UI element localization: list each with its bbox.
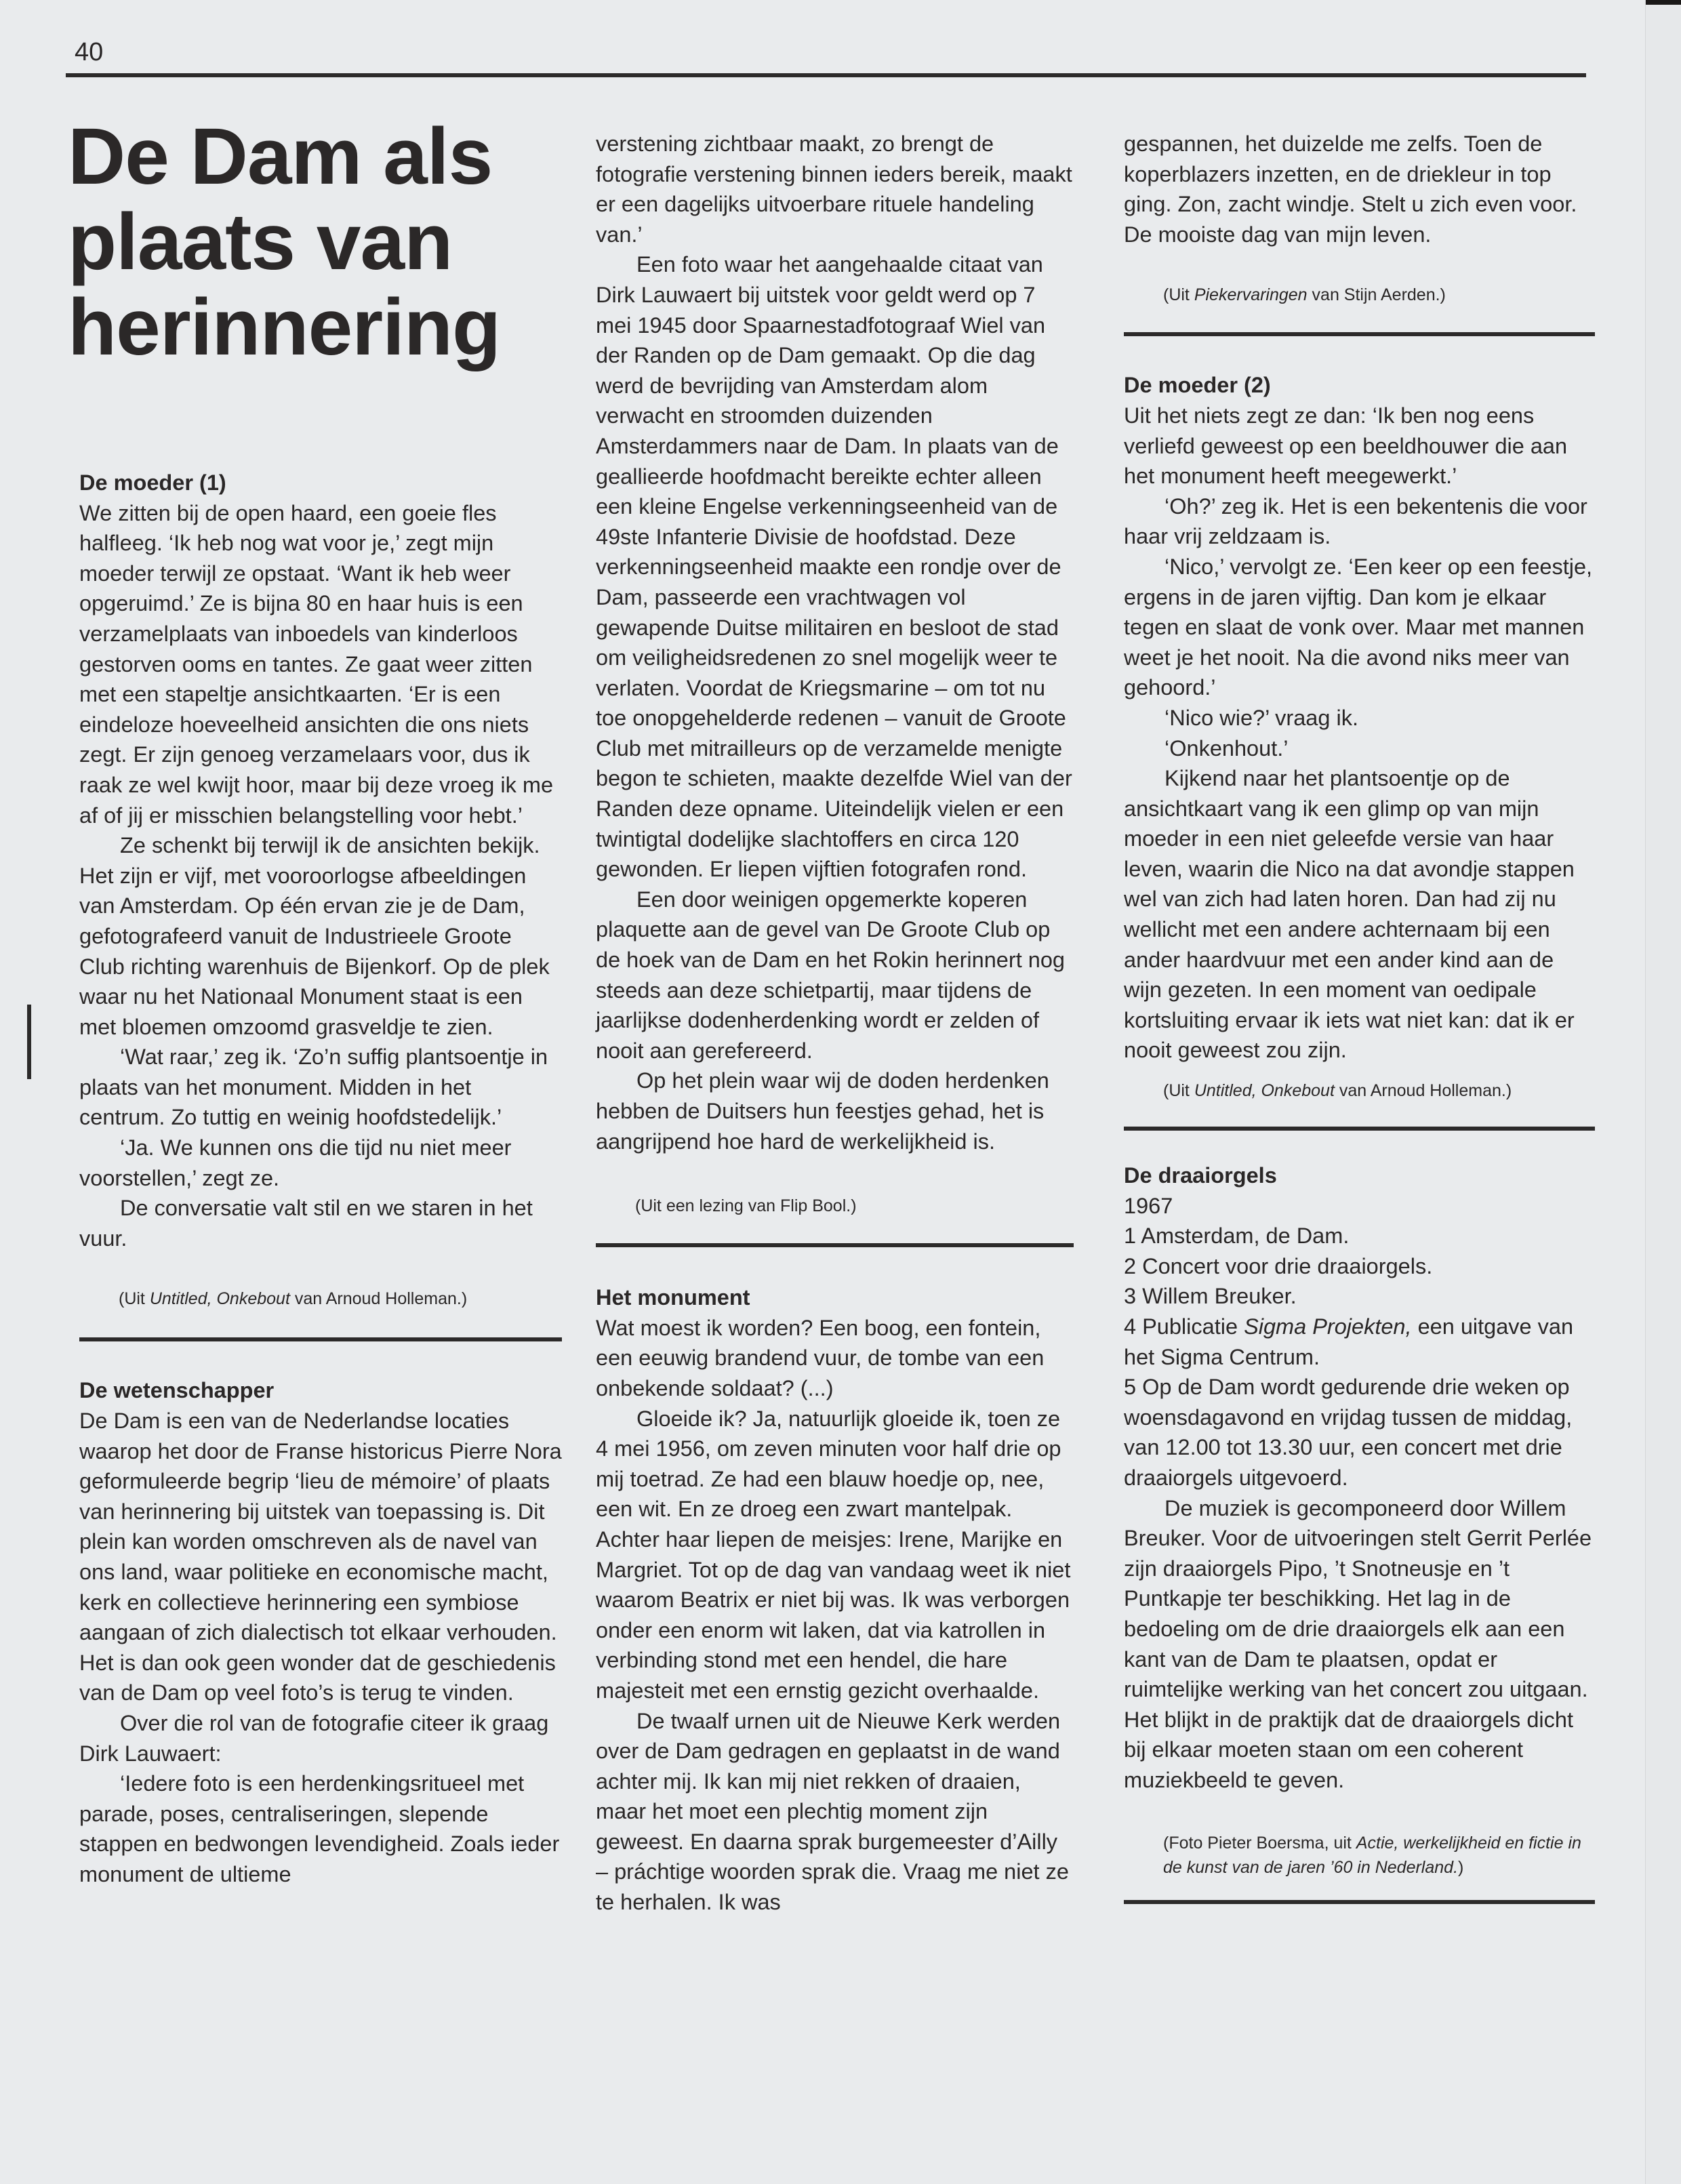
- section-de-moeder-2: [1124, 370, 1595, 1131]
- paragraph: Wat moest ik worden? Een boog, een fontein, een eeuwig brandend vuur, de tombe van een onbekende soldaat? (...): [596, 1315, 1045, 1400]
- paragraph: Gloeide ik? Ja, natuurlijk gloeide ik, toen ze 4 mei 1956, om zeven minuten voor half drie op mij toetrad. Ze had een blauw hoedje op, nee, een wit. En ze droeg een zwart mantelpak. Achter haar liepen de meisjes: Irene, Marijke en Margriet. Tot op de dag van vandaag weet ik niet waarom Beatrix er niet bij was. Ik was verborgen onder een enorm wit laken, dat via katrollen in verbinding stond met een hendel, die hare majesteit met een ernstig gezicht overhaalde.: [596, 1406, 1071, 1703]
- list-item-text: 4 Publicatie: [1124, 1314, 1244, 1339]
- paragraph: De muziek is gecomponeerd door Willem Breuker. Voor de uitvoeringen stelt Gerrit Perlée zijn draaiorgels Pipo, ’t Snotneusje en ’t Puntkapje ter beschikking. Het lag in de bedoeling om de drie draaiorgels elk aan een kant van de Dam te plaatsen, opdat er ruimtelijke werking van het concert zou uitgaan. Het blijkt in de praktijk dat de draaiorgels dicht bij elkaar moeten staan om een coherent muziekbeeld te geven.: [1124, 1495, 1592, 1792]
- paragraph: ‘Nico wie?’ vraag ik.: [1164, 705, 1358, 730]
- paragraph: gespannen, het duizelde me zelfs. Toen de koperblazers inzetten, en de driekleur in top ging. Zon, zacht windje. Stelt u zich even voor. De mooiste dag van mijn leven.: [1124, 132, 1577, 247]
- list-item: 2 Concert voor drie draaiorgels.: [1124, 1253, 1433, 1278]
- source-title: Actie, werkelijkheid en fictie in de kunst van de jaren ’60 in Nederland.: [1163, 1833, 1581, 1877]
- section-het-monument: [596, 1282, 1074, 1917]
- paragraph: Ze schenkt bij terwijl ik de ansichten bekijk. Het zijn er vijf, met vooroorlogse afbeeldingen van Amsterdam. Op één ervan zie je de Dam, gefotografeerd vanuit de Industrieele Groote Club richting warenhuis de Bijenkorf. Op de plek waar nu het Nationaal Monument staat is een met bloemen omzoomd grasveldje te zien.: [79, 833, 550, 1039]
- source-prefix: (Uit: [1163, 1081, 1194, 1101]
- section-heading: Het monument: [596, 1285, 750, 1310]
- paragraph: Kijkend naar het plantsoentje op de ansichtkaart vang ik een glimp op van mijn moeder in een niet geleefde versie van haar leven, waarin die Nico na dat avondje stappen wel van zich had laten horen. Dan had zij nu wellicht met een andere achternaam bij een ander haardvuur met een ander kind aan de wijn gezeten. In een moment van oedipale kortsluiting ervaar ik iets wat niet kan: dat ik er nooit geweest zou zijn.: [1124, 766, 1575, 1063]
- paragraph: ‘Onkenhout.’: [1164, 735, 1289, 761]
- column-right: [1124, 129, 1595, 1904]
- section-divider: [1124, 1900, 1595, 1904]
- quote-paragraph: ‘Iedere foto is een herdenkingsritueel met parade, poses, centraliseringen, slepende stappen en bedwongen levendigheid. Zoals ieder monument de ultieme: [79, 1771, 560, 1886]
- list-item: 1 Amsterdam, de Dam.: [1124, 1224, 1350, 1249]
- paragraph: De twaalf urnen uit de Nieuwe Kerk werden over de Dam gedragen en geplaatst in de wand achter mij. Ik kan mij niet rekken of draaien, maar het moet een plechtig moment zijn geweest. En daarna sprak burgemeester d’Ailly – práchtige woorden sprak die. Vraag me niet ze te herhalen. Ik was: [596, 1708, 1069, 1915]
- source-prefix: (Uit een lezing van Flip Bool.): [635, 1196, 857, 1216]
- section-divider: [1124, 332, 1595, 336]
- source-credit: [596, 1194, 1074, 1217]
- source-credit: [1124, 1079, 1595, 1102]
- section-heading: De moeder (1): [79, 470, 226, 495]
- section-heading: De draaiorgels: [1124, 1163, 1277, 1188]
- source-title: Untitled, Onkebout: [1194, 1081, 1335, 1101]
- title-line: herinnering: [68, 283, 501, 372]
- paragraph: ‘Nico,’ vervolgt ze. ‘Een keer op een feestje, ergens in de jaren vijftig. Dan kom je elkaar tegen en slaat de vonk over. Maar met mannen weet je het nooit. Na die avond niks meer van gehoord.’: [1124, 554, 1593, 700]
- section-de-wetenschapper: [79, 1375, 562, 1889]
- source-credit: [1124, 283, 1595, 306]
- paragraph: ‘Wat raar,’ zeg ik. ‘Zo’n suffig plantsoentje in plaats van het monument. Midden in het centrum. Zo tuttig en weinig hoofdstedelijk.’: [79, 1045, 548, 1130]
- source-title: Untitled, Onkebout: [149, 1289, 290, 1309]
- section-divider: [596, 1243, 1074, 1247]
- title-line: plaats van: [68, 197, 453, 287]
- paragraph: Over die rol van de fotografie citeer ik graag Dirk Lauwaert:: [79, 1710, 549, 1766]
- section-de-moeder-1: [79, 468, 562, 1341]
- column-middle: [596, 129, 1074, 1918]
- section-continuation: [596, 129, 1074, 1247]
- section-heading: De moeder (2): [1124, 373, 1271, 398]
- list-item: 5 Op de Dam wordt gedurende drie weken op woensdagavond en vrijdag tussen de middag, van 12.00 tot 13.30 uur, een concert met drie draaiorgels uitgevoerd.: [1124, 1375, 1573, 1490]
- section-divider: [79, 1337, 562, 1341]
- source-suffix: van Stijn Aerden.): [1307, 285, 1446, 305]
- column-left: [79, 468, 562, 1890]
- source-suffix: van Arnoud Holleman.): [289, 1289, 468, 1309]
- year: 1967: [1124, 1193, 1173, 1218]
- section-continuation: [1124, 129, 1595, 336]
- paragraph: verstening zichtbaar maakt, zo brengt de fotografie verstening binnen ieders bereik, maakt er een dagelijks uitvoerbare rituele handeling van.’: [596, 132, 1072, 247]
- paragraph: Een door weinigen opgemerkte koperen plaquette aan de gevel van De Groote Club op de hoek van de Dam en het Rokin herinnert nog steeds aan deze schietpartij, maar tijdens de jaarlijkse dodenherdenking wordt er zelden of nooit aan gerefereerd.: [596, 887, 1065, 1063]
- source-prefix: (Uit: [119, 1289, 150, 1309]
- list-item: 3 Willem Breuker.: [1124, 1284, 1297, 1309]
- paragraph: ‘Ja. We kunnen ons die tijd nu niet meer voorstellen,’ zegt ze.: [79, 1135, 512, 1190]
- title-line: De Dam als: [68, 112, 493, 201]
- section-divider: [1124, 1127, 1595, 1131]
- list-item: [1124, 1312, 1595, 1372]
- source-title: Piekervaringen: [1194, 285, 1308, 305]
- paragraph: We zitten bij de open haard, een goeie fles halfleeg. ‘Ik heb nog wat voor je,’ zegt mijn moeder terwijl ze opstaat. ‘Want ik heb weer opgeruimd.’ Ze is bijna 80 en haar huis is een verzamelplaats van inboedels van kinderloos gestorven ooms en tantes. Ze gaat weer zitten met een stapeltje ansichtkaarten. ‘Er is een eindeloze hoeveelheid ansichten die ons niets zegt. Er zijn genoeg verzamelaars voor, dus ik raak ze wel kwijt hoor, maar bij deze vroeg ik me af of jij er misschien belangstelling voor hebt.’: [79, 500, 554, 828]
- paragraph: Een foto waar het aangehaalde citaat van Dirk Lauwaert bij uitstek voor geldt werd op 7 mei 1945 door Spaarnestadfotograaf Wiel van der Randen op de Dam gemaakt. Op die dag werd de bevrijding van Amsterdam alom verwacht en stroomden duizenden Amsterdammers naar de Dam. In plaats van de geallieerde hoofdmacht bereikte echter alleen een kleine Engelse verkenningseenheid van de 49ste Infanterie Divisie de hoofdstad. Deze verkenningseenheid maakte een rondje over de Dam, passeerde een vrachtwagen vol gewapende Duitse militairen en besloot de stad om veiligheidsredenen zo snel mogelijk weer te verlaten. Voordat de Kriegsmarine – om tot nu toe onopgehelderde redenen – vanuit de Groote Club met mitrailleurs op de verzamelde menigte begon te schieten, maakte dezelfde Wiel van der Randen deze opname. Uiteindelijk vielen er een twintigtal dodelijke slachtoffers en circa 120 gewonden. Er liepen vijftien fotografen rond.: [596, 252, 1072, 882]
- source-prefix: (Foto Pieter Boersma, uit: [1163, 1833, 1356, 1853]
- source-credit: [79, 1287, 562, 1310]
- page-number: 40: [75, 38, 104, 66]
- list-item-after: een uitgave van het Sigma Centrum.: [1124, 1314, 1574, 1369]
- source-credit: [1124, 1831, 1595, 1880]
- source-suffix: van Arnoud Holleman.): [1334, 1081, 1512, 1101]
- paragraph: Op het plein waar wij de doden herdenken hebben de Duitsers hun feestjes gehad, het is aangrijpend hoe hard de werkelijkheid is.: [596, 1068, 1049, 1154]
- list-item-italic: Sigma Projekten,: [1244, 1314, 1412, 1339]
- paragraph: ‘Oh?’ zeg ik. Het is een bekentenis die voor haar vrij zeldzaam is.: [1124, 493, 1587, 549]
- header-rule: [66, 73, 1586, 77]
- paragraph: De Dam is een van de Nederlandse locaties waarop het door de Franse historicus Pierre Nora geformuleerde begrip ‘lieu de mémoire’ of plaats van herinnering bij uitstek van toepassing is. Dit plein kan worden omschreven als de navel van ons land, waar politieke en economische macht, kerk en collectieve herinnering een symbiose aangaan of zich dialectisch tot elkaar verhouden. Het is dan ook geen wonder dat de geschiedenis van de Dam op veel foto’s is terug te vinden.: [79, 1409, 562, 1705]
- paragraph: Uit het niets zegt ze dan: ‘Ik ben nog eens verliefd geweest op een beeldhouwer die aan het monument heeft meegewerkt.’: [1124, 403, 1568, 489]
- article-title: [68, 114, 556, 370]
- section-heading: De wetenschapper: [79, 1378, 275, 1403]
- source-suffix: ): [1458, 1857, 1464, 1877]
- paragraph: De conversatie valt stil en we staren in het vuur.: [79, 1196, 533, 1251]
- source-prefix: (Uit: [1163, 285, 1194, 305]
- margin-mark: [27, 1005, 31, 1079]
- section-de-draaiorgels: [1124, 1160, 1595, 1903]
